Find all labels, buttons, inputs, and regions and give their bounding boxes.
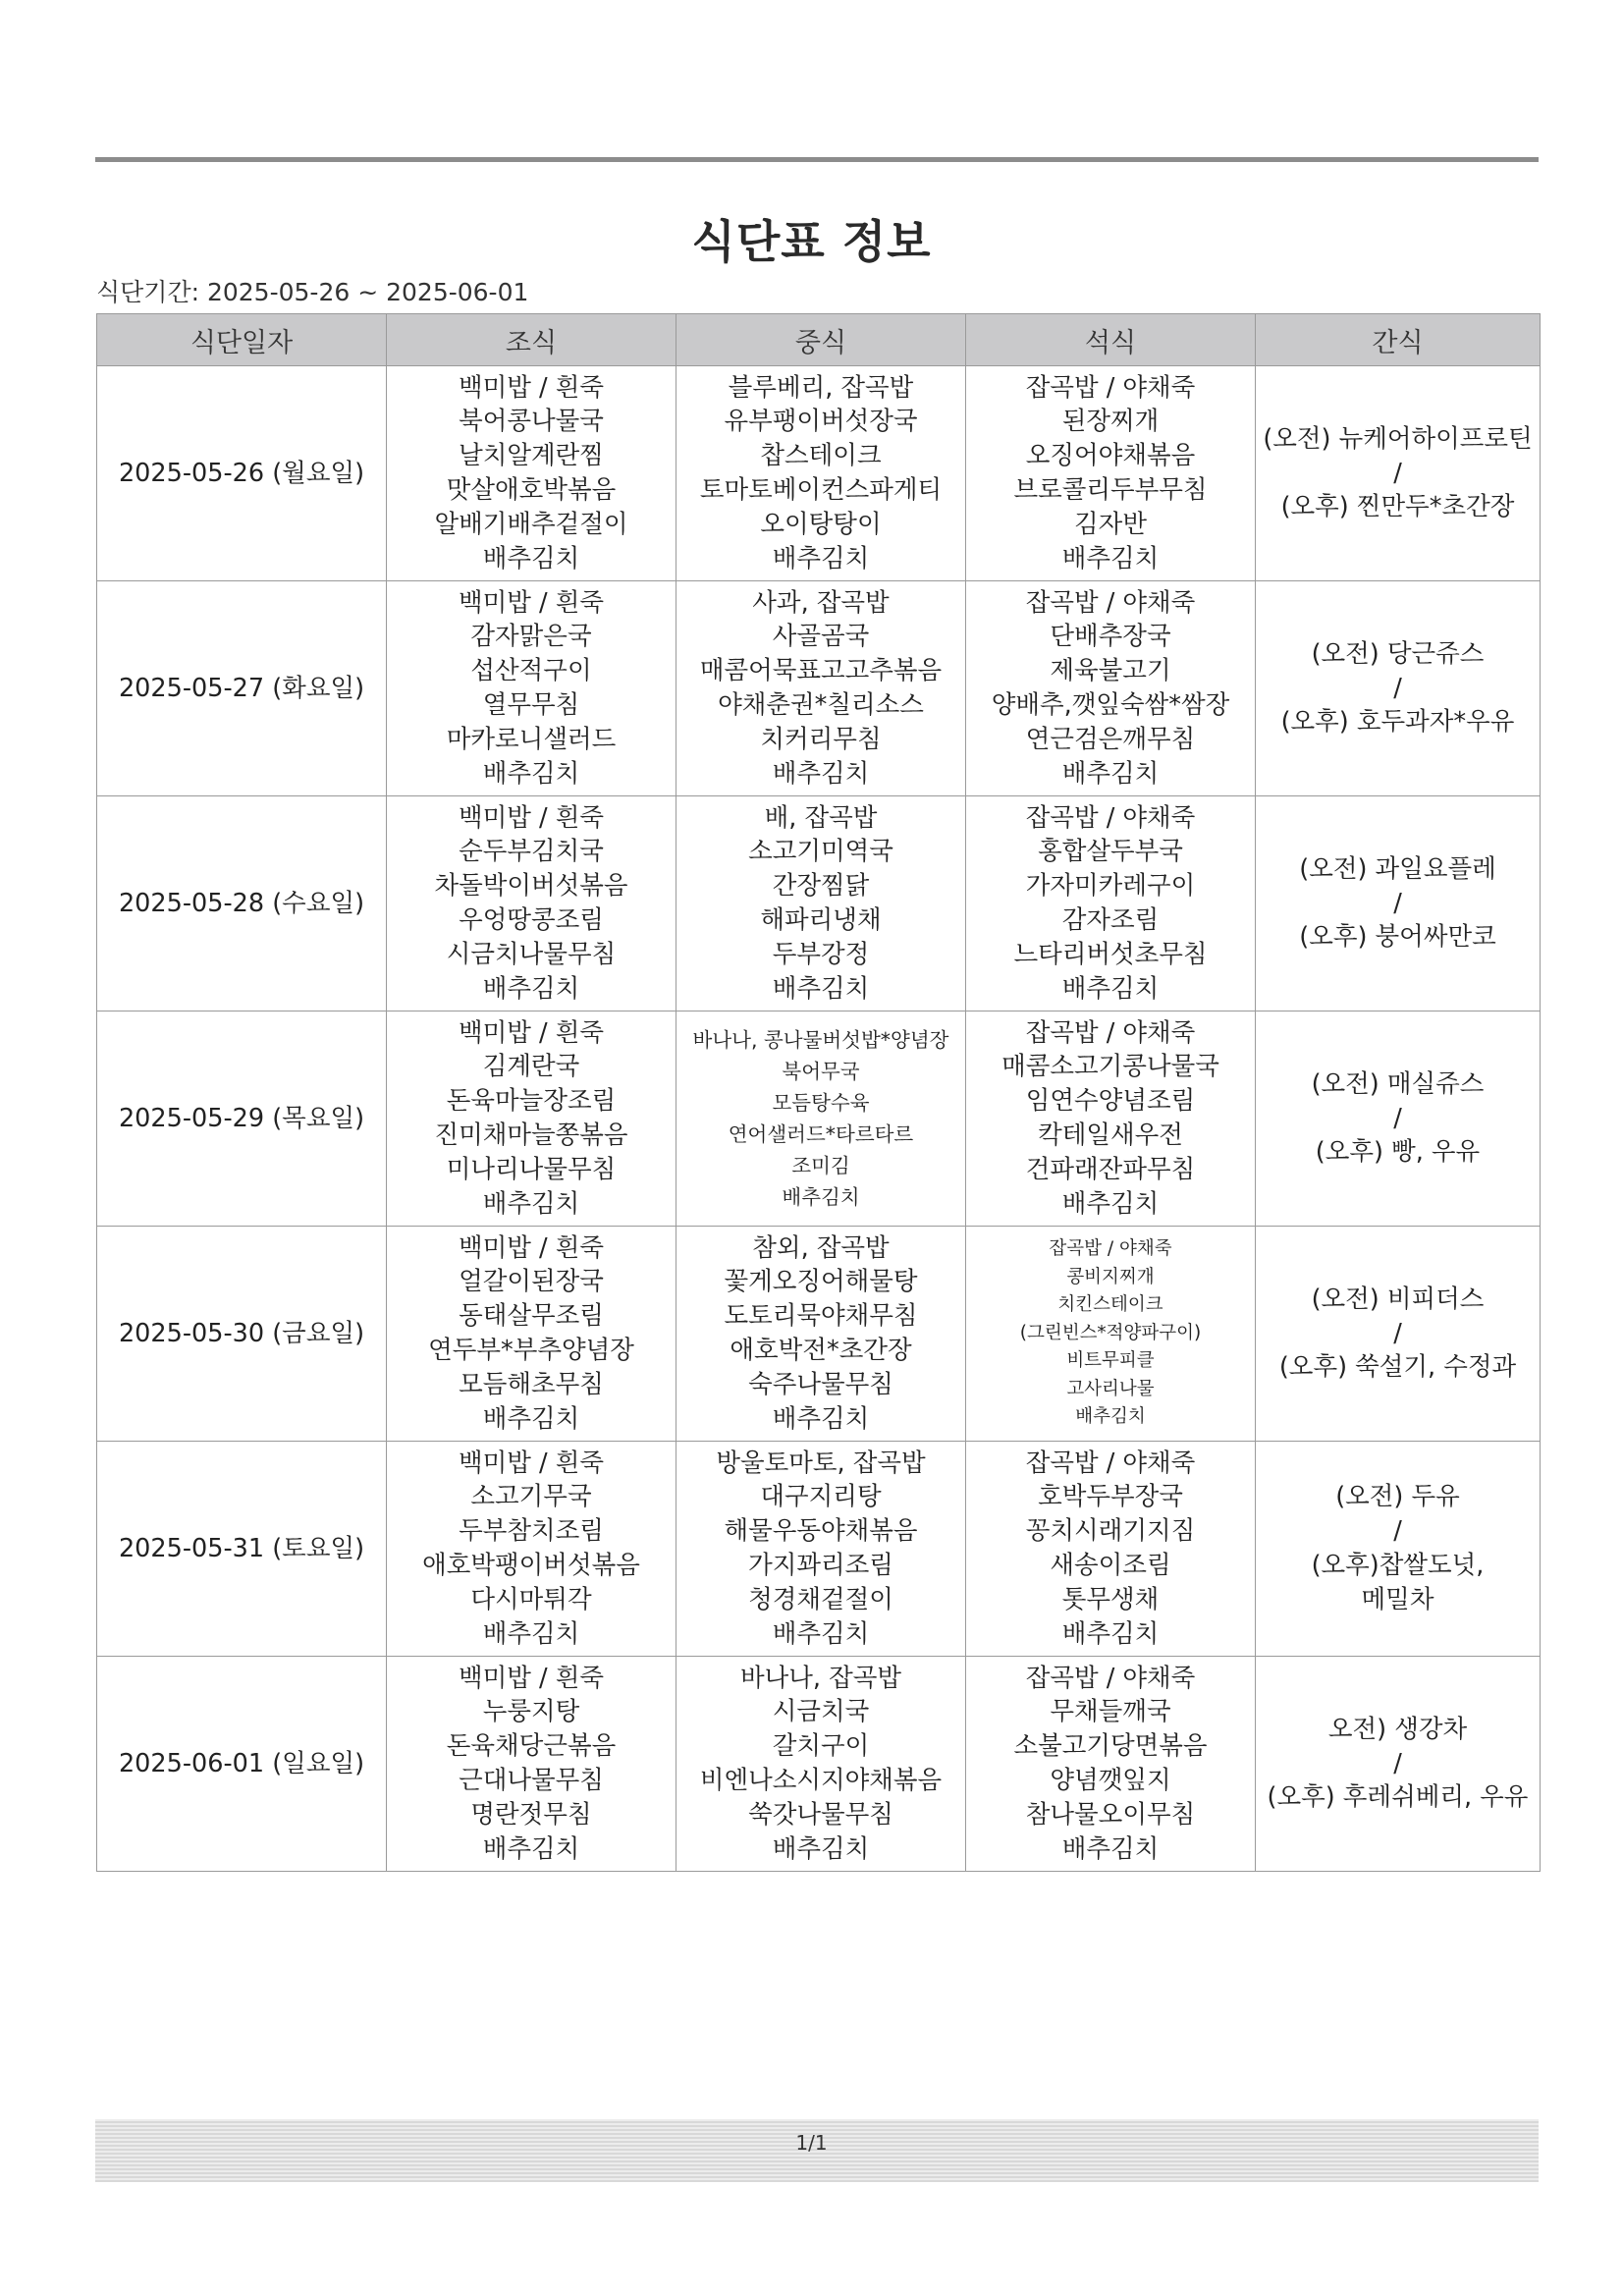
snack-cell — [1256, 1227, 1541, 1442]
lunch-cell — [676, 581, 966, 796]
lunch-item: 간장찜닭 — [772, 871, 870, 902]
dinner-item: 잡곡밥 / 야채죽 — [1025, 802, 1196, 833]
breakfast-item: 소고기무국 — [470, 1482, 592, 1512]
lunch-item: 매콤어묵표고고추볶음 — [699, 656, 943, 686]
breakfast-item: 맛살애호박볶음 — [446, 475, 617, 505]
dinner-item: 가자미카레구이 — [1025, 871, 1196, 902]
lunch-item: 바나나, 콩나물버섯밥*양념장 — [692, 1028, 949, 1052]
dinner-cell — [966, 1011, 1256, 1227]
breakfast-item: 얼갈이된장국 — [459, 1267, 604, 1297]
breakfast-item: 명란젓무침 — [470, 1799, 592, 1830]
header-snack: 간식 — [1256, 314, 1541, 366]
breakfast-item: 백미밥 / 흰죽 — [459, 587, 604, 618]
lunch-item: 꽃게오징어해물탕 — [724, 1267, 918, 1297]
dinner-item: 새송이조림 — [1050, 1551, 1171, 1580]
breakfast-item: 두부참치조림 — [459, 1516, 604, 1547]
dinner-item: 칵테일새우전 — [1038, 1121, 1183, 1150]
snack-item: (오후)찹쌀도넛, — [1311, 1551, 1485, 1580]
lunch-item: 소고기미역국 — [748, 837, 893, 867]
snack-item: (오후) 붕어싸만코 — [1299, 922, 1496, 953]
lunch-item: 방울토마토, 잡곡밥 — [716, 1448, 926, 1478]
lunch-item: 청경채겉절이 — [748, 1584, 893, 1614]
breakfast-item: 백미밥 / 흰죽 — [459, 1663, 604, 1693]
lunch-item: 오이탕탕이 — [760, 509, 882, 539]
lunch-item: 북어무국 — [782, 1060, 860, 1083]
lunch-item: 배추김치 — [772, 758, 870, 789]
snack-cell — [1256, 1011, 1541, 1227]
page-number: 1/1 — [795, 2131, 828, 2155]
table-row — [97, 1657, 1541, 1872]
snack-item: (오전) 매실쥬스 — [1311, 1068, 1485, 1099]
lunch-item: 쑥갓나물무침 — [748, 1799, 893, 1830]
dinner-item: 된장찌개 — [1061, 407, 1160, 437]
lunch-item: 참외, 잡곡밥 — [752, 1232, 890, 1263]
meal-table — [96, 313, 1541, 1872]
breakfast-item: 동태살무조림 — [459, 1301, 604, 1332]
dinner-cell — [966, 1227, 1256, 1442]
lunch-cell — [676, 796, 966, 1011]
dinner-item: 배추김치 — [1075, 1406, 1146, 1428]
snack-item: / — [1393, 888, 1402, 918]
meal-period: 식단기간: 2025-05-26 ~ 2025-06-01 — [96, 278, 529, 306]
lunch-item: 애호박전*초간장 — [730, 1336, 912, 1365]
dinner-item: 양배추,깻잎숙쌈*쌈장 — [991, 690, 1230, 720]
dinner-item: 홍합살두부국 — [1038, 837, 1183, 867]
snack-item: (오후) 찐만두*초간장 — [1280, 492, 1515, 522]
lunch-item: 배추김치 — [772, 973, 870, 1004]
breakfast-item: 백미밥 / 흰죽 — [459, 372, 604, 403]
snack-item: 메밀차 — [1361, 1584, 1434, 1614]
lunch-item: 연어샐러드*타르타르 — [728, 1122, 914, 1146]
snack-item: / — [1393, 458, 1402, 488]
lunch-item: 해파리냉채 — [760, 905, 882, 935]
dinner-item: 참나물오이무침 — [1025, 1799, 1196, 1830]
lunch-item: 비엔나소시지야채볶음 — [699, 1766, 943, 1795]
lunch-item: 시금치국 — [772, 1697, 870, 1727]
snack-item: 오전) 생강차 — [1327, 1714, 1468, 1744]
dinner-item: 잡곡밥 / 야채죽 — [1025, 1448, 1196, 1478]
breakfast-item: 미나리나물무침 — [446, 1154, 617, 1184]
page-title: 식단표 정보 — [691, 215, 932, 268]
breakfast-cell — [387, 1442, 676, 1657]
breakfast-item: 감자맑은국 — [470, 622, 592, 652]
lunch-item: 토마토베이컨스파게티 — [699, 475, 943, 505]
breakfast-item: 배추김치 — [482, 1618, 580, 1649]
lunch-item: 치커리무침 — [760, 724, 882, 754]
breakfast-item: 돈육마늘장조림 — [446, 1086, 617, 1117]
dinner-item: 무채들깨국 — [1050, 1697, 1171, 1727]
lunch-item: 두부강정 — [772, 939, 870, 969]
breakfast-cell — [387, 1011, 676, 1227]
breakfast-item: 애호박팽이버섯볶음 — [422, 1551, 640, 1580]
snack-item: (오전) 뉴케어하이프로틴 — [1263, 423, 1533, 454]
breakfast-item: 백미밥 / 흰죽 — [459, 1448, 604, 1478]
dinner-item: 브로콜리두부무침 — [1013, 475, 1208, 505]
dinner-item: 배추김치 — [1061, 1188, 1160, 1219]
snack-cell — [1256, 1657, 1541, 1872]
date-cell: 2025-05-27 (화요일) — [97, 581, 387, 796]
snack-item: (오후) 빵, 우유 — [1315, 1137, 1481, 1168]
lunch-item: 찹스테이크 — [760, 441, 882, 471]
dinner-item: 잡곡밥 / 야채죽 — [1025, 372, 1196, 403]
lunch-item: 모듬탕수육 — [772, 1091, 870, 1115]
breakfast-item: 백미밥 / 흰죽 — [459, 802, 604, 833]
breakfast-item: 북어콩나물국 — [459, 407, 604, 437]
breakfast-cell — [387, 1227, 676, 1442]
date-cell: 2025-05-31 (토요일) — [97, 1442, 387, 1657]
header-dinner: 석식 — [966, 314, 1256, 366]
lunch-item: 해물우동야채볶음 — [724, 1516, 918, 1547]
lunch-item: 조미김 — [791, 1154, 850, 1177]
breakfast-item: 근대나물무침 — [459, 1766, 604, 1795]
date-cell: 2025-05-29 (목요일) — [97, 1011, 387, 1227]
breakfast-item: 순두부김치국 — [459, 837, 604, 867]
breakfast-item: 배추김치 — [482, 973, 580, 1004]
breakfast-item: 배추김치 — [482, 1833, 580, 1864]
dinner-cell — [966, 1657, 1256, 1872]
dinner-item: 잡곡밥 / 야채죽 — [1025, 1663, 1196, 1693]
snack-item: (오후) 후레쉬베리, 우유 — [1267, 1782, 1529, 1813]
lunch-item: 야채춘권*칠리소스 — [718, 690, 924, 720]
lunch-item: 배추김치 — [772, 1618, 870, 1649]
dinner-item: 감자조림 — [1061, 905, 1160, 935]
breakfast-item: 날치알계란찜 — [459, 441, 604, 471]
top-rule — [95, 157, 1539, 162]
dinner-item: 소불고기당면볶음 — [1013, 1731, 1208, 1762]
table-row — [97, 366, 1541, 581]
dinner-item: 배추김치 — [1061, 758, 1160, 789]
dinner-item: 잡곡밥 / 야채죽 — [1025, 1017, 1196, 1048]
breakfast-item: 다시마튀각 — [470, 1584, 592, 1614]
snack-cell — [1256, 581, 1541, 796]
breakfast-item: 누룽지탕 — [482, 1697, 580, 1727]
lunch-cell — [676, 1442, 966, 1657]
lunch-item: 사골곰국 — [772, 622, 870, 652]
breakfast-item: 차돌박이버섯볶음 — [434, 871, 628, 902]
dinner-item: (그린빈스*적양파구이) — [1019, 1322, 1202, 1343]
snack-cell — [1256, 366, 1541, 581]
lunch-item: 배추김치 — [772, 1833, 870, 1864]
date-cell: 2025-05-28 (수요일) — [97, 796, 387, 1011]
dinner-item: 비트무피클 — [1066, 1350, 1155, 1372]
breakfast-cell — [387, 796, 676, 1011]
header-breakfast: 조식 — [387, 314, 676, 366]
table-header-row — [97, 314, 1541, 366]
lunch-item: 가지꽈리조림 — [748, 1551, 893, 1580]
snack-item: / — [1393, 1318, 1402, 1348]
breakfast-cell — [387, 1657, 676, 1872]
dinner-item: 매콤소고기콩나물국 — [1001, 1052, 1219, 1082]
breakfast-item: 백미밥 / 흰죽 — [459, 1232, 604, 1263]
lunch-item: 배추김치 — [782, 1185, 860, 1209]
dinner-item: 건파래잔파무침 — [1025, 1154, 1196, 1184]
table-row — [97, 1442, 1541, 1657]
breakfast-item: 배추김치 — [482, 1403, 580, 1434]
snack-item: / — [1393, 1103, 1402, 1133]
breakfast-item: 모듬해초무침 — [459, 1369, 604, 1399]
breakfast-cell — [387, 366, 676, 581]
breakfast-item: 마카로니샐러드 — [446, 724, 617, 754]
dinner-item: 배추김치 — [1061, 1833, 1160, 1864]
dinner-item: 잡곡밥 / 야채죽 — [1025, 587, 1196, 618]
breakfast-item: 김계란국 — [482, 1052, 580, 1082]
dinner-item: 톳무생채 — [1061, 1584, 1160, 1614]
dinner-item: 임연수양념조림 — [1025, 1086, 1196, 1117]
dinner-item: 연근검은깨무침 — [1025, 724, 1196, 754]
dinner-item: 양념깻잎지 — [1050, 1766, 1171, 1795]
dinner-item: 치킨스테이크 — [1057, 1294, 1163, 1316]
table-row — [97, 1011, 1541, 1227]
lunch-item: 숙주나물무침 — [748, 1369, 893, 1399]
date-cell: 2025-05-30 (금요일) — [97, 1227, 387, 1442]
header-lunch: 중식 — [676, 314, 966, 366]
snack-item: (오전) 두유 — [1335, 1482, 1460, 1512]
table-row — [97, 1227, 1541, 1442]
lunch-cell — [676, 1011, 966, 1227]
table-row — [97, 796, 1541, 1011]
dinner-item: 배추김치 — [1061, 543, 1160, 574]
breakfast-item: 섭산적구이 — [470, 656, 592, 686]
dinner-cell — [966, 366, 1256, 581]
snack-cell — [1256, 1442, 1541, 1657]
table-row — [97, 581, 1541, 796]
breakfast-item: 우엉땅콩조림 — [459, 905, 604, 935]
lunch-cell — [676, 1227, 966, 1442]
breakfast-item: 열무무침 — [482, 690, 580, 720]
snack-item: (오전) 과일요플레 — [1299, 853, 1496, 884]
dinner-item: 단배추장국 — [1050, 622, 1171, 652]
lunch-item: 바나나, 잡곡밥 — [739, 1663, 901, 1693]
dinner-item: 호박두부장국 — [1038, 1482, 1183, 1512]
dinner-item: 배추김치 — [1061, 973, 1160, 1004]
dinner-item: 오징어야채볶음 — [1025, 441, 1196, 471]
breakfast-item: 백미밥 / 흰죽 — [459, 1017, 604, 1048]
dinner-cell — [966, 1442, 1256, 1657]
dinner-item: 김자반 — [1074, 509, 1147, 539]
breakfast-item: 진미채마늘쫑볶음 — [434, 1121, 628, 1150]
header-date: 식단일자 — [97, 314, 387, 366]
breakfast-item: 돈육채당근볶음 — [446, 1731, 617, 1762]
lunch-item: 배추김치 — [772, 1403, 870, 1434]
snack-item: (오전) 당근쥬스 — [1311, 638, 1485, 669]
date-cell: 2025-06-01 (일요일) — [97, 1657, 387, 1872]
breakfast-item: 배추김치 — [482, 758, 580, 789]
dinner-cell — [966, 581, 1256, 796]
snack-cell — [1256, 796, 1541, 1011]
lunch-item: 대구지리탕 — [760, 1482, 882, 1512]
breakfast-cell — [387, 581, 676, 796]
date-cell: 2025-05-26 (월요일) — [97, 366, 387, 581]
breakfast-item: 알배기배추겉절이 — [434, 509, 628, 539]
lunch-item: 배, 잡곡밥 — [764, 802, 878, 833]
dinner-item: 꽁치시래기지짐 — [1025, 1516, 1196, 1547]
dinner-item: 배추김치 — [1061, 1618, 1160, 1649]
lunch-item: 배추김치 — [772, 543, 870, 574]
snack-item: (오후) 쑥설기, 수정과 — [1278, 1352, 1517, 1383]
breakfast-item: 배추김치 — [482, 543, 580, 574]
snack-item: / — [1393, 673, 1402, 703]
lunch-item: 도토리묵야채무침 — [724, 1301, 918, 1332]
snack-item: (오후) 호두과자*우유 — [1280, 707, 1515, 738]
dinner-cell — [966, 796, 1256, 1011]
dinner-item: 고사리나물 — [1066, 1378, 1155, 1399]
dinner-item: 콩비지찌개 — [1066, 1266, 1155, 1287]
lunch-cell — [676, 1657, 966, 1872]
lunch-item: 사과, 잡곡밥 — [752, 587, 890, 618]
breakfast-item: 배추김치 — [482, 1188, 580, 1219]
snack-item: (오전) 비피더스 — [1311, 1284, 1485, 1314]
snack-item: / — [1393, 1516, 1402, 1547]
dinner-item: 제육불고기 — [1050, 656, 1171, 686]
snack-item: / — [1393, 1748, 1402, 1778]
dinner-item: 느타리버섯초무침 — [1013, 939, 1208, 969]
breakfast-item: 연두부*부추양념장 — [428, 1336, 634, 1365]
lunch-item: 갈치구이 — [772, 1731, 870, 1762]
dinner-item: 잡곡밥 / 야채죽 — [1049, 1238, 1172, 1260]
lunch-cell — [676, 366, 966, 581]
lunch-item: 블루베리, 잡곡밥 — [728, 372, 914, 403]
lunch-item: 유부팽이버섯장국 — [724, 407, 918, 437]
breakfast-item: 시금치나물무침 — [446, 939, 617, 969]
